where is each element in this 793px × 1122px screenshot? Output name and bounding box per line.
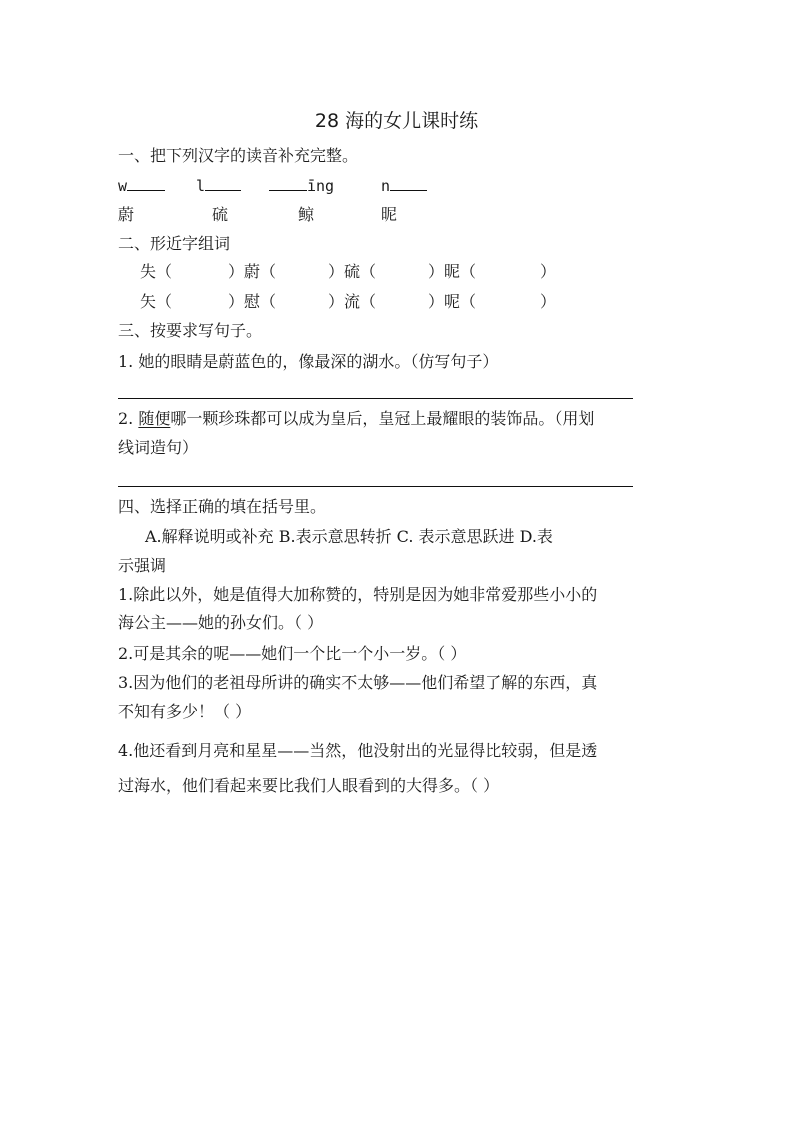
pinyin-blank[interactable] (390, 176, 427, 191)
pinyin-blank[interactable] (127, 176, 165, 191)
word-group-item[interactable]: ）蔚（ (228, 262, 277, 281)
section3-question-2-cont: 线词造句） (118, 438, 199, 457)
section1-heading: 一、把下列汉字的读音补充完整。 (118, 146, 359, 165)
word-group-item[interactable]: ）慰（ (228, 292, 277, 311)
section4-question-4-cont[interactable]: 过海水，他们看起来要比我们人眼看到的大得多。（ ） (118, 776, 500, 795)
section3-question-2 (118, 409, 594, 429)
section4-question-2[interactable]: 2.可是其余的呢——她们一个比一个小一岁。（ ） (118, 644, 467, 663)
section4-question-1-cont[interactable]: 海公主——她的孙女们。（ ） (118, 613, 324, 632)
question-number: 2. (118, 409, 139, 428)
pinyin-item-3 (269, 176, 334, 196)
answer-line-2[interactable] (118, 486, 633, 487)
page-title: 28 海的女儿课时练 (314, 110, 479, 132)
section2-heading: 二、形近字组词 (118, 234, 231, 253)
word-group-item[interactable]: ）硫（ (328, 262, 377, 281)
char-4: 昵 (381, 205, 398, 224)
underlined-word: 随便 (138, 409, 171, 428)
section4-heading: 四、选择正确的填在括号里。 (118, 497, 327, 516)
options-line-1: A.解释说明或补充 B.表示意思转折 C. 表示意思跃进 D.表 (145, 527, 553, 546)
pinyin-suffix: īng (307, 177, 335, 195)
char-2: 硫 (212, 205, 229, 224)
pinyin-blank[interactable] (205, 176, 241, 191)
word-group-item[interactable]: ）昵（ (428, 262, 477, 281)
word-group-item[interactable]: ）呢（ (428, 292, 477, 311)
pinyin-item-2 (196, 176, 241, 196)
char-1: 蔚 (118, 205, 135, 224)
pinyin-prefix: l (196, 177, 206, 195)
pinyin-item-1 (118, 176, 165, 196)
word-group-item[interactable]: 失（ (140, 262, 173, 281)
answer-line-1[interactable] (118, 398, 633, 399)
options-line-2: 示强调 (118, 556, 167, 575)
section4-question-3-cont[interactable]: 不知有多少！（ ） (118, 702, 252, 721)
section4-question-4: 4.他还看到月亮和星星——当然，他没射出的光显得比较弱，但是透 (118, 741, 598, 760)
word-group-close: ） (540, 262, 557, 281)
section3-question-1: 1. 她的眼睛是蔚蓝色的，像最深的湖水。（仿写句子） (118, 352, 499, 371)
char-3: 鲸 (298, 205, 315, 224)
pinyin-item-4 (381, 176, 427, 196)
word-group-item[interactable]: ）流（ (328, 292, 377, 311)
word-group-item[interactable]: 矢（ (140, 292, 173, 311)
section4-question-3: 3.因为他们的老祖母所讲的确实不太够——他们希望了解的东西，真 (118, 673, 598, 692)
question-text: 哪一颗珍珠都可以成为皇后，皇冠上最耀眼的装饰品。（用划 (170, 409, 595, 428)
section4-question-1: 1.除此以外，她是值得大加称赞的，特别是因为她非常爱那些小小的 (118, 585, 598, 604)
pinyin-prefix: w (118, 177, 128, 195)
pinyin-blank[interactable] (269, 176, 307, 191)
word-group-close: ） (540, 292, 557, 311)
section3-heading: 三、按要求写句子。 (118, 321, 263, 340)
pinyin-prefix: n (381, 177, 391, 195)
